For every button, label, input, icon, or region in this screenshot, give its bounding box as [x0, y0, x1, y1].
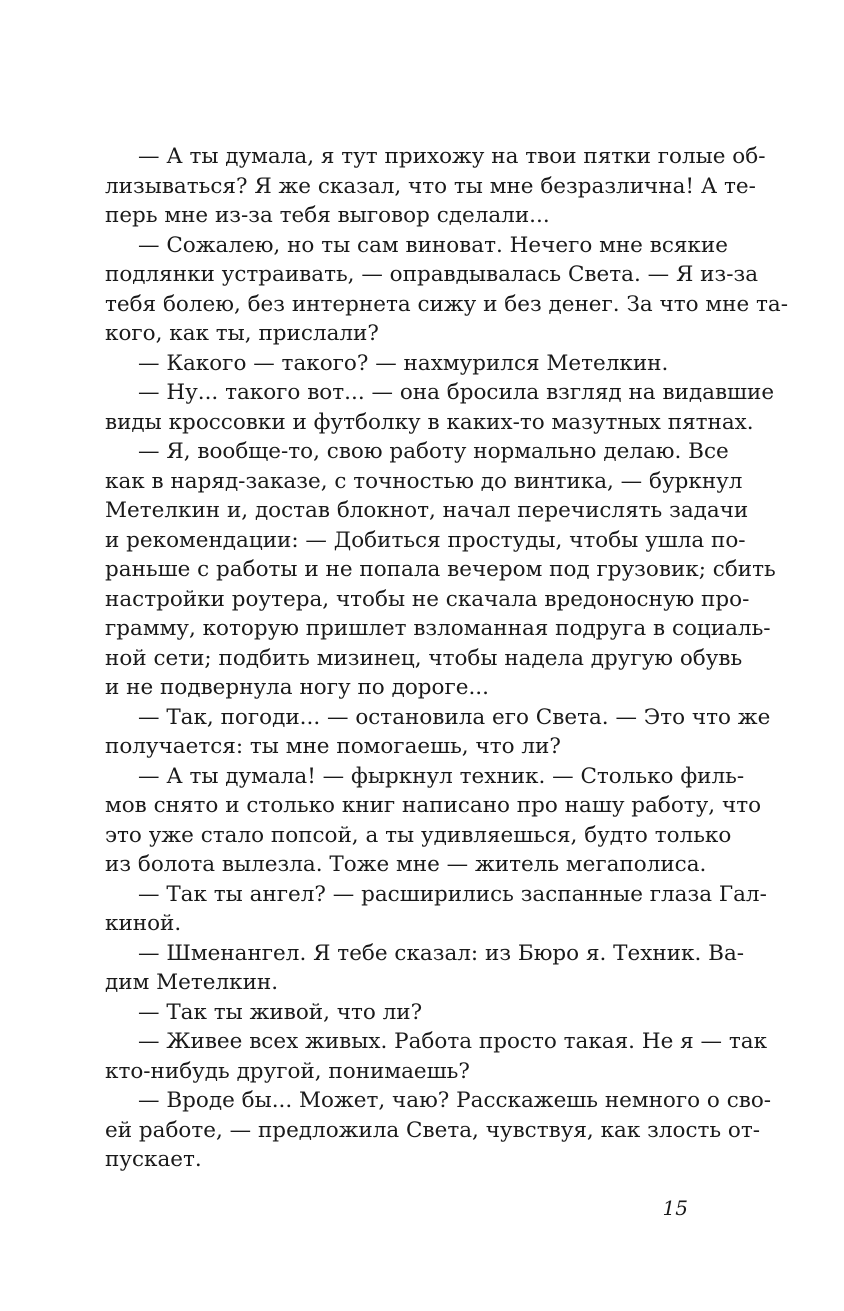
text-line: пускает. [105, 1147, 202, 1172]
text-line: кого, как ты, прислали? [105, 321, 379, 346]
text-line: виды кроссовки и футболку в каких-то мазутных пятнах. [105, 409, 754, 435]
text-line: — Так, погоди... — остановила его Света. — Это что же [138, 704, 771, 730]
text-line: подлянки устраивать, — оправдывалась Света. — Я из-за [105, 262, 759, 287]
text-line: — Так ты живой, что ли? [138, 999, 423, 1025]
text-line: — Так ты ангел? — расширились заспанные глаза Гал- [138, 881, 767, 907]
text-line: перь мне из-за тебя выговор сделали... [105, 203, 550, 228]
text-line: мов снято и столько книг написано про нашу работу, что [105, 793, 762, 818]
text-line: — Сожалею, но ты сам виноват. Нечего мне всякие [138, 232, 728, 258]
text-line: — Ну... такого вот... — она бросила взгляд на видавшие [138, 380, 775, 405]
text-line: — Шменангел. Я тебе сказал: из Бюро я. Техник. Ва- [138, 940, 745, 966]
text-line: Метелкин и, достав блокнот, начал перечислять задачи [105, 498, 749, 523]
text-line: настройки роутера, чтобы не скачала вредоносную про- [105, 586, 750, 612]
text-line: ной сети; подбить мизинец, чтобы надела другую обувь [105, 645, 743, 671]
text-line: это уже стало попсой, а ты удивляешься, будто только [105, 822, 732, 848]
text-line: ей работе, — предложила Света, чувствуя, как злость от- [105, 1117, 761, 1143]
text-line: из болота вылезла. Тоже мне — житель мегаполиса. [105, 852, 707, 877]
text-line: киной. [105, 911, 182, 936]
text-line: — Живее всех живых. Работа просто такая. Не я — так [138, 1029, 768, 1054]
body-text [105, 142, 788, 1175]
text-line: и не подвернула ногу по дороге... [105, 675, 489, 700]
text-line: — Какого — такого? — нахмурился Метелкин. [138, 350, 669, 376]
text-line: лизываться? Я же сказал, что ты мне безразлична! А те- [105, 173, 756, 199]
text-line: грамму, которую пришлет взломанная подруга в социаль- [105, 616, 771, 641]
text-line: — Я, вообще-то, свою работу нормально делаю. Все [138, 439, 729, 464]
text-line: — А ты думала, я тут прихожу на твои пятки голые об- [138, 144, 766, 169]
text-line: кто-нибудь другой, понимаешь? [105, 1058, 470, 1084]
text-line: дим Метелкин. [105, 970, 279, 995]
text-line: — Вроде бы... Может, чаю? Расскажешь немного о сво- [138, 1088, 772, 1113]
page-number: 15 [662, 1196, 688, 1220]
text-line: тебя болею, без интернета сижу и без денег. За что мне та- [105, 291, 788, 317]
text-line: раньше с работы и не попала вечером под грузовик; сбить [105, 557, 776, 582]
text-line: получается: ты мне помогаешь, что ли? [105, 734, 561, 759]
text-line: — А ты думала! — фыркнул техник. — Столько филь- [138, 763, 745, 789]
text-line: как в наряд-заказе, с точностью до винтика, — буркнул [105, 468, 743, 494]
text-line: и рекомендации: — Добиться простуды, чтобы ушла по- [105, 527, 746, 553]
